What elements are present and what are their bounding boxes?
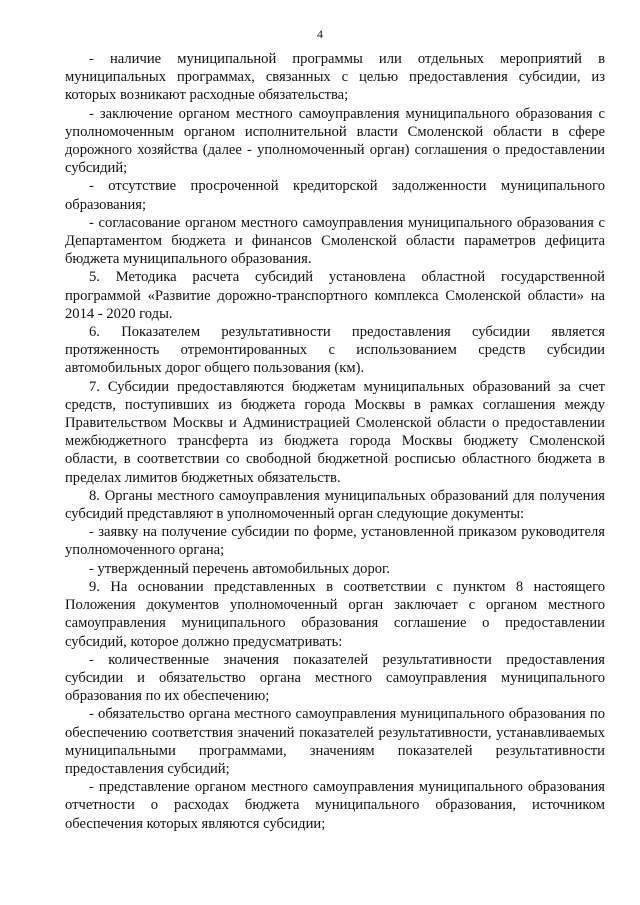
page-number: 4 [317,27,323,41]
paragraph: 7. Субсидии предоставляются бюджетам муниципальных образований за счет средств, поступивших из бюджета города Москвы в рамках соглашения между Правительством Москвы и Администрацией Смоленской области о предоставлении межбюджетного трансферта из бюджета города Москвы бюджету Смоленской области, в соответствии со свободной бюджетной росписью областного бюджета в пределах лимитов бюджетных обязательств. [65,378,605,486]
paragraph: - представление органом местного самоуправления муниципального образования отчетности о расходах бюджета муниципального образования, источником обеспечения которых являются субсидии; [65,779,605,832]
paragraph: - заявку на получение субсидии по форме, установленной приказом руководителя уполномоченного органа; [65,524,605,559]
paragraph: - количественные значения показателей результативности предоставления субсидии и обязательство органа местного самоуправления муниципального образования по их обеспечению; [65,651,605,705]
paragraph: 8. Органы местного самоуправления муниципальных образований для получения субсидий представляют в уполномоченный орган следующие документы: [65,487,605,523]
paragraph: - согласование органом местного самоуправления муниципального образования с Департаментом бюджета и финансов Смоленской области параметров дефицита бюджета муниципального образования. [65,214,605,268]
paragraph: - утвержденный перечень автомобильных дорог. [89,560,391,577]
paragraph: - заключение органом местного самоуправления муниципального образования с уполномоченным органом исполнительной власти Смоленской области в сфере дорожного хозяйства (далее - уполномоченный орган) соглашения о предоставлении субсидий; [65,105,605,177]
paragraph: - наличие муниципальной программы или отдельных мероприятий в муниципальных программах, связанных с целью предоставления субсидии, из которых возникают расходные обязательства; [65,51,605,104]
paragraph: 9. На основании представленных в соответствии с пунктом 8 настоящего Положения документов уполномоченный орган заключает с органом местного самоуправления муниципального образования соглашение о предоставлении субсидий, которое должно предусматривать: [65,578,605,650]
paragraph: - обязательство органа местного самоуправления муниципального образования по обеспечению соответствия значений показателей результативности, устанавливаемых муниципальными программами, значениям показателей результативности предоставления субсидий; [65,706,605,777]
paragraph: - отсутствие просроченной кредиторской задолженности муниципального образования; [65,178,605,213]
document-body [65,50,605,833]
paragraph: 5. Методика расчета субсидий установлена областной государственной программой «Развитие дорожно-транспортного комплекса Смоленской области» на 2014 - 2020 годы. [65,269,605,322]
paragraph: 6. Показателем результативности предоставления субсидии является протяженность отремонтированных с использованием средств субсидии автомобильных дорог общего пользования (км). [65,324,605,377]
